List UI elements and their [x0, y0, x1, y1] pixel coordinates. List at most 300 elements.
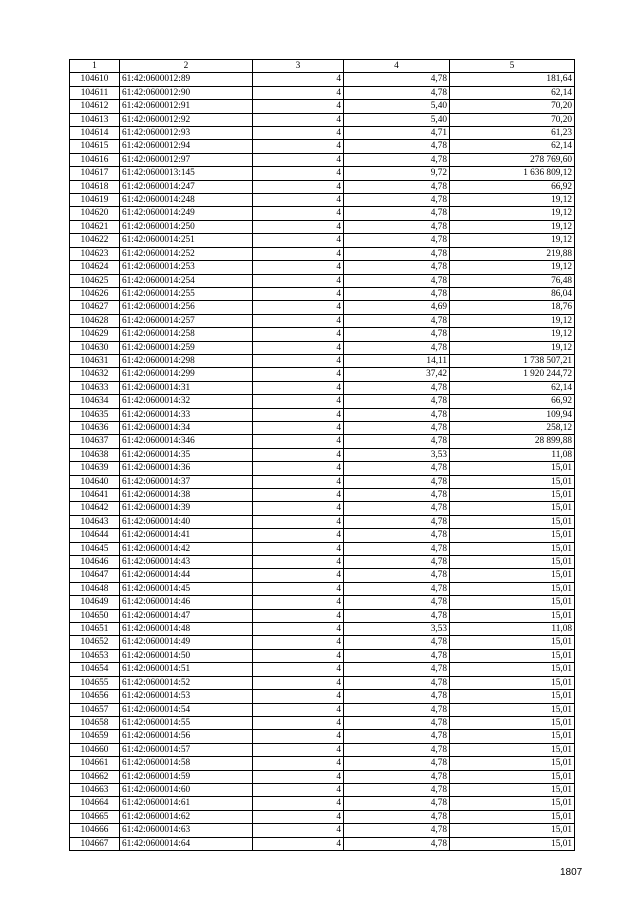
category-cell: 4	[253, 167, 344, 180]
row-number-cell: 104631	[70, 354, 120, 367]
cadastral-number-cell: 61:42:0600014:50	[120, 649, 253, 662]
rate-cell: 4,78	[344, 770, 450, 783]
table-row	[70, 220, 575, 233]
rate-cell: 4,78	[344, 86, 450, 99]
cadastral-number-cell: 61:42:0600014:46	[120, 596, 253, 609]
table-row	[70, 207, 575, 220]
row-number-cell: 104660	[70, 743, 120, 756]
category-cell: 4	[253, 770, 344, 783]
table-row	[70, 234, 575, 247]
cadastral-number-cell: 61:42:0600014:47	[120, 609, 253, 622]
row-number-cell: 104654	[70, 663, 120, 676]
row-number-cell: 104641	[70, 489, 120, 502]
row-number-cell: 104651	[70, 623, 120, 636]
cadastral-number-cell: 61:42:0600014:38	[120, 489, 253, 502]
cadastral-number-cell: 61:42:0600012:91	[120, 100, 253, 113]
amount-cell: 19,12	[450, 261, 575, 274]
cadastral-number-cell: 61:42:0600014:51	[120, 663, 253, 676]
category-cell: 4	[253, 489, 344, 502]
category-cell: 4	[253, 502, 344, 515]
rate-cell: 4,78	[344, 462, 450, 475]
row-number-cell: 104647	[70, 569, 120, 582]
row-number-cell: 104610	[70, 73, 120, 86]
rate-cell: 4,78	[344, 556, 450, 569]
amount-cell: 15,01	[450, 569, 575, 582]
table-row	[70, 127, 575, 140]
row-number-cell: 104633	[70, 381, 120, 394]
amount-cell: 19,12	[450, 314, 575, 327]
amount-cell: 1 738 507,21	[450, 354, 575, 367]
rate-cell: 4,78	[344, 287, 450, 300]
table-row	[70, 676, 575, 689]
cadastral-number-cell: 61:42:0600014:247	[120, 180, 253, 193]
amount-cell: 66,92	[450, 180, 575, 193]
category-cell: 4	[253, 757, 344, 770]
amount-cell: 15,01	[450, 757, 575, 770]
rate-cell: 5,40	[344, 113, 450, 126]
row-number-cell: 104632	[70, 368, 120, 381]
rate-cell: 4,78	[344, 515, 450, 528]
cadastral-number-cell: 61:42:0600014:53	[120, 690, 253, 703]
rate-cell: 4,78	[344, 194, 450, 207]
rate-cell: 4,78	[344, 730, 450, 743]
category-cell: 4	[253, 515, 344, 528]
row-number-cell: 104627	[70, 301, 120, 314]
rate-cell: 4,78	[344, 703, 450, 716]
category-cell: 4	[253, 408, 344, 421]
amount-cell: 86,04	[450, 287, 575, 300]
row-number-cell: 104616	[70, 153, 120, 166]
table-row	[70, 462, 575, 475]
amount-cell: 15,01	[450, 462, 575, 475]
table-row	[70, 770, 575, 783]
table-row	[70, 649, 575, 662]
amount-cell: 15,01	[450, 797, 575, 810]
amount-cell: 15,01	[450, 515, 575, 528]
row-number-cell: 104615	[70, 140, 120, 153]
category-cell: 4	[253, 435, 344, 448]
row-number-cell: 104667	[70, 837, 120, 850]
category-cell: 4	[253, 207, 344, 220]
amount-cell: 15,01	[450, 783, 575, 796]
table-row	[70, 797, 575, 810]
amount-cell: 15,01	[450, 502, 575, 515]
category-cell: 4	[253, 716, 344, 729]
amount-cell: 15,01	[450, 824, 575, 837]
category-cell: 4	[253, 797, 344, 810]
cadastral-number-cell: 61:42:0600014:40	[120, 515, 253, 528]
category-cell: 4	[253, 301, 344, 314]
table-row	[70, 421, 575, 434]
amount-cell: 76,48	[450, 274, 575, 287]
cadastral-number-cell: 61:42:0600014:45	[120, 582, 253, 595]
row-number-cell: 104619	[70, 194, 120, 207]
column-header: 3	[253, 60, 344, 73]
rate-cell: 4,78	[344, 73, 450, 86]
category-cell: 4	[253, 368, 344, 381]
amount-cell: 19,12	[450, 194, 575, 207]
category-cell: 4	[253, 247, 344, 260]
rate-cell: 4,78	[344, 140, 450, 153]
category-cell: 4	[253, 274, 344, 287]
table-row	[70, 743, 575, 756]
rate-cell: 4,71	[344, 127, 450, 140]
amount-cell: 15,01	[450, 542, 575, 555]
column-header: 4	[344, 60, 450, 73]
cadastral-number-cell: 61:42:0600014:32	[120, 395, 253, 408]
cadastral-number-cell: 61:42:0600014:33	[120, 408, 253, 421]
amount-cell: 15,01	[450, 529, 575, 542]
cadastral-number-cell: 61:42:0600014:57	[120, 743, 253, 756]
row-number-cell: 104628	[70, 314, 120, 327]
row-number-cell: 104653	[70, 649, 120, 662]
rate-cell: 4,78	[344, 421, 450, 434]
rate-cell: 4,78	[344, 220, 450, 233]
table-row	[70, 73, 575, 86]
amount-cell: 11,08	[450, 623, 575, 636]
amount-cell: 15,01	[450, 556, 575, 569]
rate-cell: 4,78	[344, 542, 450, 555]
row-number-cell: 104614	[70, 127, 120, 140]
row-number-cell: 104652	[70, 636, 120, 649]
table-row	[70, 140, 575, 153]
row-number-cell: 104629	[70, 328, 120, 341]
category-cell: 4	[253, 127, 344, 140]
row-number-cell: 104624	[70, 261, 120, 274]
cadastral-number-cell: 61:42:0600014:257	[120, 314, 253, 327]
table-row	[70, 287, 575, 300]
table-row	[70, 328, 575, 341]
amount-cell: 15,01	[450, 810, 575, 823]
row-number-cell: 104613	[70, 113, 120, 126]
table-row	[70, 609, 575, 622]
rate-cell: 4,78	[344, 247, 450, 260]
cadastral-number-cell: 61:42:0600014:253	[120, 261, 253, 274]
cadastral-number-cell: 61:42:0600014:64	[120, 837, 253, 850]
cadastral-number-cell: 61:42:0600014:44	[120, 569, 253, 582]
category-cell: 4	[253, 194, 344, 207]
amount-cell: 19,12	[450, 234, 575, 247]
rate-cell: 4,78	[344, 837, 450, 850]
amount-cell: 15,01	[450, 690, 575, 703]
amount-cell: 15,01	[450, 743, 575, 756]
row-number-cell: 104612	[70, 100, 120, 113]
rate-cell: 4,78	[344, 676, 450, 689]
table-row	[70, 261, 575, 274]
column-header: 1	[70, 60, 120, 73]
amount-cell: 15,01	[450, 703, 575, 716]
category-cell: 4	[253, 341, 344, 354]
rate-cell: 4,78	[344, 757, 450, 770]
row-number-cell: 104642	[70, 502, 120, 515]
table-row	[70, 194, 575, 207]
cadastral-number-cell: 61:42:0600014:251	[120, 234, 253, 247]
row-number-cell: 104666	[70, 824, 120, 837]
amount-cell: 62,14	[450, 381, 575, 394]
cadastral-number-cell: 61:42:0600014:63	[120, 824, 253, 837]
cadastral-number-cell: 61:42:0600014:58	[120, 757, 253, 770]
cadastral-number-cell: 61:42:0600014:34	[120, 421, 253, 434]
table-row	[70, 623, 575, 636]
rate-cell: 4,78	[344, 234, 450, 247]
rate-cell: 14,11	[344, 354, 450, 367]
cadastral-number-cell: 61:42:0600014:252	[120, 247, 253, 260]
row-number-cell: 104621	[70, 220, 120, 233]
category-cell: 4	[253, 676, 344, 689]
rate-cell: 4,78	[344, 690, 450, 703]
rate-cell: 9,72	[344, 167, 450, 180]
category-cell: 4	[253, 100, 344, 113]
category-cell: 4	[253, 810, 344, 823]
cadastral-number-cell: 61:42:0600012:94	[120, 140, 253, 153]
cadastral-number-cell: 61:42:0600014:42	[120, 542, 253, 555]
table-row	[70, 167, 575, 180]
amount-cell: 219,88	[450, 247, 575, 260]
table-body	[70, 73, 575, 851]
table-row	[70, 703, 575, 716]
amount-cell: 15,01	[450, 489, 575, 502]
cadastral-number-cell: 61:42:0600014:346	[120, 435, 253, 448]
amount-cell: 1 636 809,12	[450, 167, 575, 180]
cadastral-number-cell: 61:42:0600014:258	[120, 328, 253, 341]
category-cell: 4	[253, 180, 344, 193]
cadastral-number-cell: 61:42:0600014:56	[120, 730, 253, 743]
amount-cell: 278 769,60	[450, 153, 575, 166]
amount-cell: 19,12	[450, 207, 575, 220]
rate-cell: 4,78	[344, 489, 450, 502]
rate-cell: 4,78	[344, 649, 450, 662]
category-cell: 4	[253, 73, 344, 86]
cadastral-number-cell: 61:42:0600014:43	[120, 556, 253, 569]
table-row	[70, 582, 575, 595]
category-cell: 4	[253, 582, 344, 595]
category-cell: 4	[253, 529, 344, 542]
category-cell: 4	[253, 837, 344, 850]
table-row	[70, 341, 575, 354]
amount-cell: 15,01	[450, 649, 575, 662]
rate-cell: 4,78	[344, 435, 450, 448]
amount-cell: 15,01	[450, 475, 575, 488]
category-cell: 4	[253, 287, 344, 300]
amount-cell: 19,12	[450, 220, 575, 233]
table-row	[70, 716, 575, 729]
cadastral-number-cell: 61:42:0600014:250	[120, 220, 253, 233]
cadastral-number-cell: 61:42:0600014:35	[120, 448, 253, 461]
table-row	[70, 783, 575, 796]
rate-cell: 4,78	[344, 582, 450, 595]
category-cell: 4	[253, 381, 344, 394]
table-row	[70, 86, 575, 99]
row-number-cell: 104638	[70, 448, 120, 461]
amount-cell: 18,76	[450, 301, 575, 314]
row-number-cell: 104664	[70, 797, 120, 810]
cadastral-number-cell: 61:42:0600014:60	[120, 783, 253, 796]
cadastral-number-cell: 61:42:0600014:255	[120, 287, 253, 300]
amount-cell: 28 899,88	[450, 435, 575, 448]
row-number-cell: 104645	[70, 542, 120, 555]
row-number-cell: 104636	[70, 421, 120, 434]
cadastral-number-cell: 61:42:0600014:39	[120, 502, 253, 515]
row-number-cell: 104655	[70, 676, 120, 689]
table-row	[70, 475, 575, 488]
category-cell: 4	[253, 261, 344, 274]
row-number-cell: 104646	[70, 556, 120, 569]
cadastral-number-cell: 61:42:0600012:92	[120, 113, 253, 126]
amount-cell: 258,12	[450, 421, 575, 434]
category-cell: 4	[253, 690, 344, 703]
category-cell: 4	[253, 328, 344, 341]
header-row	[70, 60, 575, 73]
rate-cell: 4,78	[344, 261, 450, 274]
amount-cell: 1 920 244,72	[450, 368, 575, 381]
row-number-cell: 104662	[70, 770, 120, 783]
category-cell: 4	[253, 421, 344, 434]
row-number-cell: 104626	[70, 287, 120, 300]
rate-cell: 4,78	[344, 207, 450, 220]
table-row	[70, 301, 575, 314]
cadastral-number-cell: 61:42:0600014:61	[120, 797, 253, 810]
category-cell: 4	[253, 730, 344, 743]
table-row	[70, 448, 575, 461]
category-cell: 4	[253, 462, 344, 475]
row-number-cell: 104617	[70, 167, 120, 180]
row-number-cell: 104656	[70, 690, 120, 703]
category-cell: 4	[253, 636, 344, 649]
table-row	[70, 515, 575, 528]
table-row	[70, 502, 575, 515]
category-cell: 4	[253, 220, 344, 233]
amount-cell: 15,01	[450, 770, 575, 783]
rate-cell: 5,40	[344, 100, 450, 113]
table-row	[70, 314, 575, 327]
table-row	[70, 153, 575, 166]
table-row	[70, 837, 575, 850]
amount-cell: 15,01	[450, 676, 575, 689]
category-cell: 4	[253, 354, 344, 367]
rate-cell: 4,78	[344, 408, 450, 421]
row-number-cell: 104635	[70, 408, 120, 421]
cadastral-number-cell: 61:42:0600014:49	[120, 636, 253, 649]
cadastral-number-cell: 61:42:0600014:48	[120, 623, 253, 636]
rate-cell: 4,78	[344, 475, 450, 488]
row-number-cell: 104618	[70, 180, 120, 193]
table-row	[70, 596, 575, 609]
cadastral-number-cell: 61:42:0600013:145	[120, 167, 253, 180]
amount-cell: 62,14	[450, 140, 575, 153]
table-row	[70, 569, 575, 582]
row-number-cell: 104644	[70, 529, 120, 542]
amount-cell: 15,01	[450, 596, 575, 609]
table-row	[70, 663, 575, 676]
category-cell: 4	[253, 663, 344, 676]
row-number-cell: 104659	[70, 730, 120, 743]
rate-cell: 4,78	[344, 341, 450, 354]
amount-cell: 19,12	[450, 341, 575, 354]
cadastral-number-cell: 61:42:0600014:36	[120, 462, 253, 475]
cadastral-number-cell: 61:42:0600014:59	[120, 770, 253, 783]
category-cell: 4	[253, 556, 344, 569]
category-cell: 4	[253, 569, 344, 582]
table-row	[70, 180, 575, 193]
category-cell: 4	[253, 153, 344, 166]
amount-cell: 15,01	[450, 837, 575, 850]
rate-cell: 4,78	[344, 797, 450, 810]
rate-cell: 3,53	[344, 623, 450, 636]
rate-cell: 4,78	[344, 153, 450, 166]
category-cell: 4	[253, 824, 344, 837]
table-row	[70, 354, 575, 367]
amount-cell: 15,01	[450, 716, 575, 729]
rate-cell: 4,78	[344, 314, 450, 327]
row-number-cell: 104637	[70, 435, 120, 448]
table-row	[70, 274, 575, 287]
cadastral-number-cell: 61:42:0600014:298	[120, 354, 253, 367]
amount-cell: 70,20	[450, 100, 575, 113]
amount-cell: 181,64	[450, 73, 575, 86]
category-cell: 4	[253, 783, 344, 796]
category-cell: 4	[253, 475, 344, 488]
row-number-cell: 104625	[70, 274, 120, 287]
rate-cell: 4,78	[344, 395, 450, 408]
rate-cell: 4,78	[344, 569, 450, 582]
cadastral-number-cell: 61:42:0600014:249	[120, 207, 253, 220]
cadastral-number-cell: 61:42:0600014:31	[120, 381, 253, 394]
category-cell: 4	[253, 542, 344, 555]
row-number-cell: 104649	[70, 596, 120, 609]
table-row	[70, 757, 575, 770]
category-cell: 4	[253, 314, 344, 327]
row-number-cell: 104640	[70, 475, 120, 488]
amount-cell: 15,01	[450, 663, 575, 676]
category-cell: 4	[253, 623, 344, 636]
row-number-cell: 104643	[70, 515, 120, 528]
category-cell: 4	[253, 86, 344, 99]
table-row	[70, 529, 575, 542]
rate-cell: 4,78	[344, 810, 450, 823]
table-row	[70, 435, 575, 448]
table-row	[70, 100, 575, 113]
row-number-cell: 104648	[70, 582, 120, 595]
cadastral-number-cell: 61:42:0600014:54	[120, 703, 253, 716]
rate-cell: 4,78	[344, 663, 450, 676]
rate-cell: 4,78	[344, 180, 450, 193]
table-row	[70, 395, 575, 408]
row-number-cell: 104650	[70, 609, 120, 622]
rate-cell: 4,78	[344, 274, 450, 287]
amount-cell: 15,01	[450, 609, 575, 622]
table-row	[70, 113, 575, 126]
row-number-cell: 104665	[70, 810, 120, 823]
column-header: 5	[450, 60, 575, 73]
category-cell: 4	[253, 448, 344, 461]
cadastral-table	[69, 59, 575, 851]
cadastral-number-cell: 61:42:0600014:254	[120, 274, 253, 287]
amount-cell: 66,92	[450, 395, 575, 408]
row-number-cell: 104657	[70, 703, 120, 716]
amount-cell: 62,14	[450, 86, 575, 99]
table-row	[70, 810, 575, 823]
row-number-cell: 104658	[70, 716, 120, 729]
rate-cell: 4,78	[344, 636, 450, 649]
row-number-cell: 104622	[70, 234, 120, 247]
rate-cell: 4,69	[344, 301, 450, 314]
category-cell: 4	[253, 703, 344, 716]
rate-cell: 3,53	[344, 448, 450, 461]
cadastral-number-cell: 61:42:0600014:41	[120, 529, 253, 542]
cadastral-number-cell: 61:42:0600014:55	[120, 716, 253, 729]
row-number-cell: 104623	[70, 247, 120, 260]
cadastral-number-cell: 61:42:0600014:299	[120, 368, 253, 381]
